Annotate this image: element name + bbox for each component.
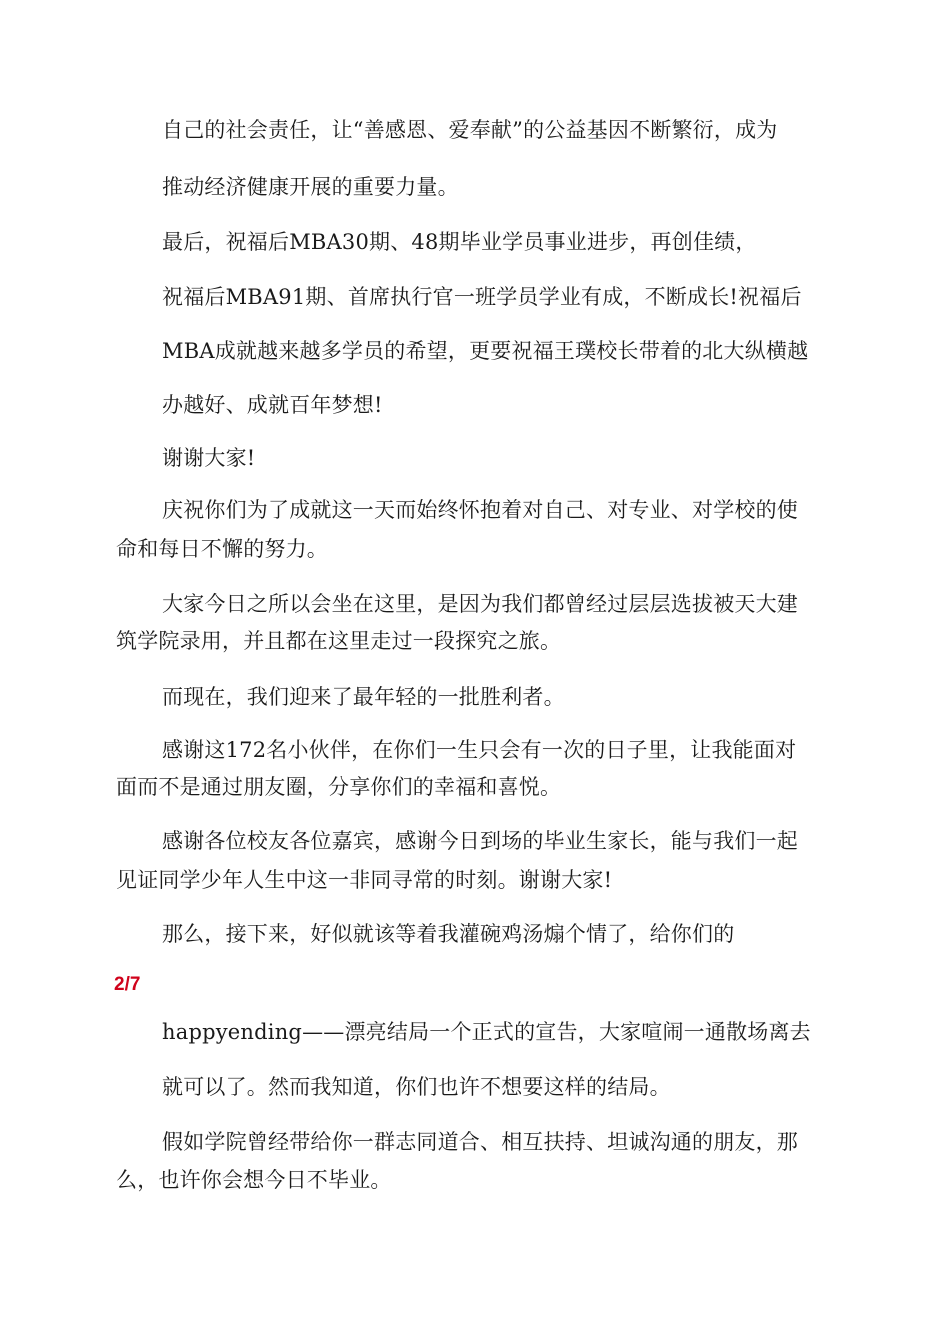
text-line: happyending——漂亮结局一个正式的宣告，大家喧闹一通散场离去 (162, 1020, 811, 1044)
text-line: MBA成就越来越多学员的希望，更要祝福王璞校长带着的北大纵横越 (162, 339, 809, 363)
text-line: 大家今日之所以会坐在这里，是因为我们都曾经过层层选拔被天大建 (162, 592, 798, 616)
page-number: 2/7 (114, 974, 141, 995)
text-line: 自己的社会责任，让“善感恩、爱奉献”的公益基因不断繁衍，成为 (162, 118, 778, 142)
text-line: 谢谢大家! (162, 446, 256, 470)
text-line: 推动经济健康开展的重要力量。 (162, 175, 459, 199)
text-line: 见证同学少年人生中这一非同寻常的时刻。谢谢大家! (116, 868, 613, 892)
text-line: 办越好、成就百年梦想! (162, 393, 383, 417)
text-line: 那么，接下来，好似就该等着我灌碗鸡汤煽个情了，给你们的 (162, 922, 735, 946)
text-line: 庆祝你们为了成就这一天而始终怀抱着对自己、对专业、对学校的使 (162, 498, 798, 522)
text-line: 面而不是通过朋友圈，分享你们的幸福和喜悦。 (116, 775, 562, 799)
text-line: 祝福后MBA91期、首席执行官一班学员学业有成，不断成长!祝福后 (162, 285, 802, 309)
text-line: 就可以了。然而我知道，你们也许不想要这样的结局。 (162, 1075, 671, 1099)
text-line: 命和每日不懈的努力。 (116, 537, 328, 561)
text-line: 而现在，我们迎来了最年轻的一批胜利者。 (162, 685, 565, 709)
text-line: 筑学院录用，并且都在这里走过一段探究之旅。 (116, 629, 562, 653)
text-line: 感谢这172名小伙伴，在你们一生只会有一次的日子里，让我能面对 (162, 738, 797, 762)
text-line: 最后，祝福后MBA30期、48期毕业学员事业进步，再创佳绩， (162, 230, 757, 254)
text-line: 感谢各位校友各位嘉宾，感谢今日到场的毕业生家长，能与我们一起 (162, 829, 798, 853)
text-line: 假如学院曾经带给你一群志同道合、相互扶持、坦诚沟通的朋友，那 (162, 1130, 798, 1154)
text-line: 么，也许你会想今日不毕业。 (116, 1168, 392, 1192)
